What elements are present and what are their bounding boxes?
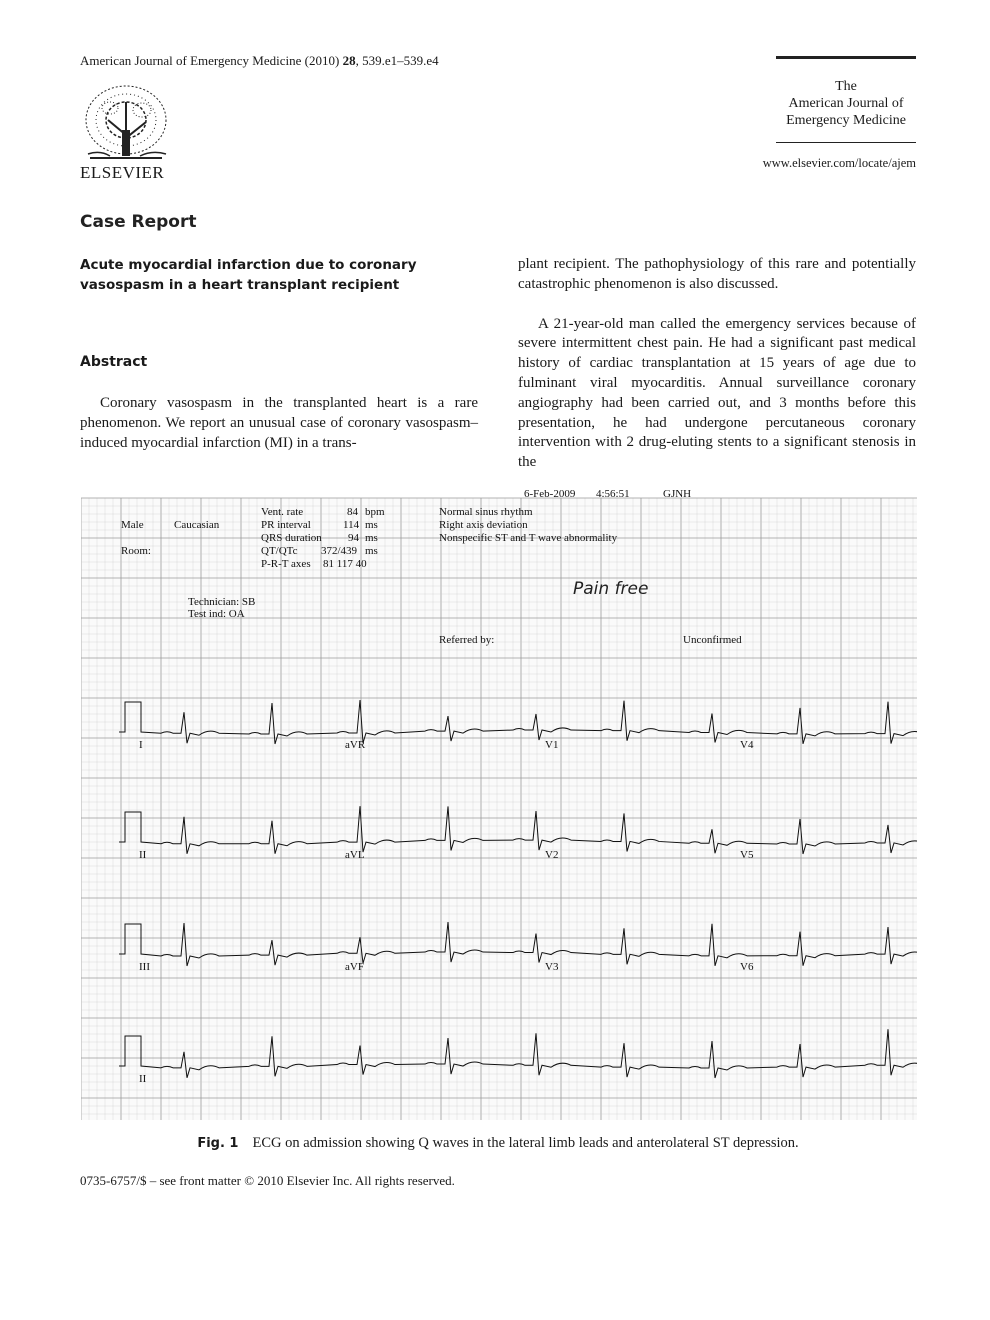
lead-label: V1 [545,739,559,751]
lead-label: V3 [545,961,559,973]
citation-volume: 28 [342,53,356,68]
body-paragraph: A 21-year-old man called the emergency services because of severe intermittent chest pain. He had a significant past medical history of cardiac transplantation at 15 years of age due to fulminant viral myocarditis. Annual surveillance coronary angiography had been carried out, and 3 months before this presentation, he had undergone percutaneous coronary intervention with 2 drug-eluting stents to a significant stenosis in the [518,315,916,471]
technician: Technician: SB [188,596,256,608]
interpretation-3: Nonspecific ST and T wave abnormality [439,532,618,544]
figure-label: Fig. 1 [197,1136,239,1151]
article-title: Acute myocardial infarction due to coronary vasospasm in a heart transplant recipient [80,257,417,293]
qrs-unit: ms [365,532,378,544]
qrs-label: QRS duration [261,532,322,544]
lead-label: I [139,739,143,751]
lead-label: II [139,849,147,861]
prt-label: P-R-T axes [261,558,311,570]
left-column [80,394,478,453]
ecg-paper [81,498,917,1120]
citation-suffix: , 539.e1–539.e4 [355,53,439,68]
ecg-site: GJNH [663,488,692,500]
lead-label: aVR [345,739,366,751]
pr-label: PR interval [261,519,311,531]
lead-label: III [139,961,150,973]
right-column [518,255,916,473]
test-indication: Test ind: OA [188,608,245,620]
figure-caption-text: ECG on admission showing Q waves in the lateral limb leads and anterolateral ST depression. [252,1135,799,1151]
journal-title [776,78,916,129]
ecg-room: Room: [121,545,151,557]
ecg-date: 6-Feb-2009 [524,488,576,500]
vent-rate-unit: bpm [365,506,385,518]
qt-unit: ms [365,545,378,557]
abstract-heading: Abstract [80,354,148,370]
ecg-race: Caucasian [174,519,220,531]
ecg-sex: Male [121,519,144,531]
lead-label: V5 [740,849,754,861]
section-heading: Case Report [80,212,197,232]
journal-rule-bottom [776,142,916,143]
lead-label: II [139,1073,147,1085]
abstract-continuation: plant recipient. The pathophysiology of this rare and potentially catastrophic phenomenon is also discussed. [518,256,916,292]
referred-by: Referred by: [439,634,495,646]
citation [80,53,439,69]
ecg-figure [81,484,917,1120]
pr-unit: ms [365,519,378,531]
vent-rate-label: Vent. rate [261,506,304,518]
interpretation-2: Right axis deviation [439,519,528,531]
handwritten-note: Pain free [573,579,649,599]
prt-values: 81 117 40 [323,558,367,570]
copyright-footer: 0735-6757/$ – see front matter © 2010 Elsevier Inc. All rights reserved. [80,1173,455,1188]
qt-value: 372/439 [321,545,358,557]
publisher-name: ELSEVIER [80,163,165,182]
interpretation-1: Normal sinus rhythm [439,506,533,518]
journal-title-line-2: American Journal of [788,96,904,111]
vent-rate-value: 84 [347,506,358,518]
lead-label: V2 [545,849,559,861]
abstract-text: Coronary vasospasm in the transplanted heart is a rare phenomenon. We report an unusual case of coronary vasospasm–induced myocardial infarction (MI) in a trans- [80,395,478,451]
lead-label: aVL [345,849,365,861]
ecg-time: 4:56:51 [596,488,630,500]
unconfirmed: Unconfirmed [683,634,742,646]
lead-label: V4 [740,739,754,751]
journal-title-line-1: The [835,79,857,94]
citation-prefix: American Journal of Emergency Medicine (2010) [80,53,343,68]
journal-url[interactable]: www.elsevier.com/locate/ajem [762,156,916,170]
figure-caption [80,1135,916,1152]
qrs-value: 94 [348,532,359,544]
journal-rule-top [776,56,916,59]
pr-value: 114 [343,519,360,531]
qt-label: QT/QTc [261,545,298,557]
lead-label: aVF [345,961,364,973]
lead-label: V6 [740,961,754,973]
journal-title-line-3: Emergency Medicine [786,113,906,128]
